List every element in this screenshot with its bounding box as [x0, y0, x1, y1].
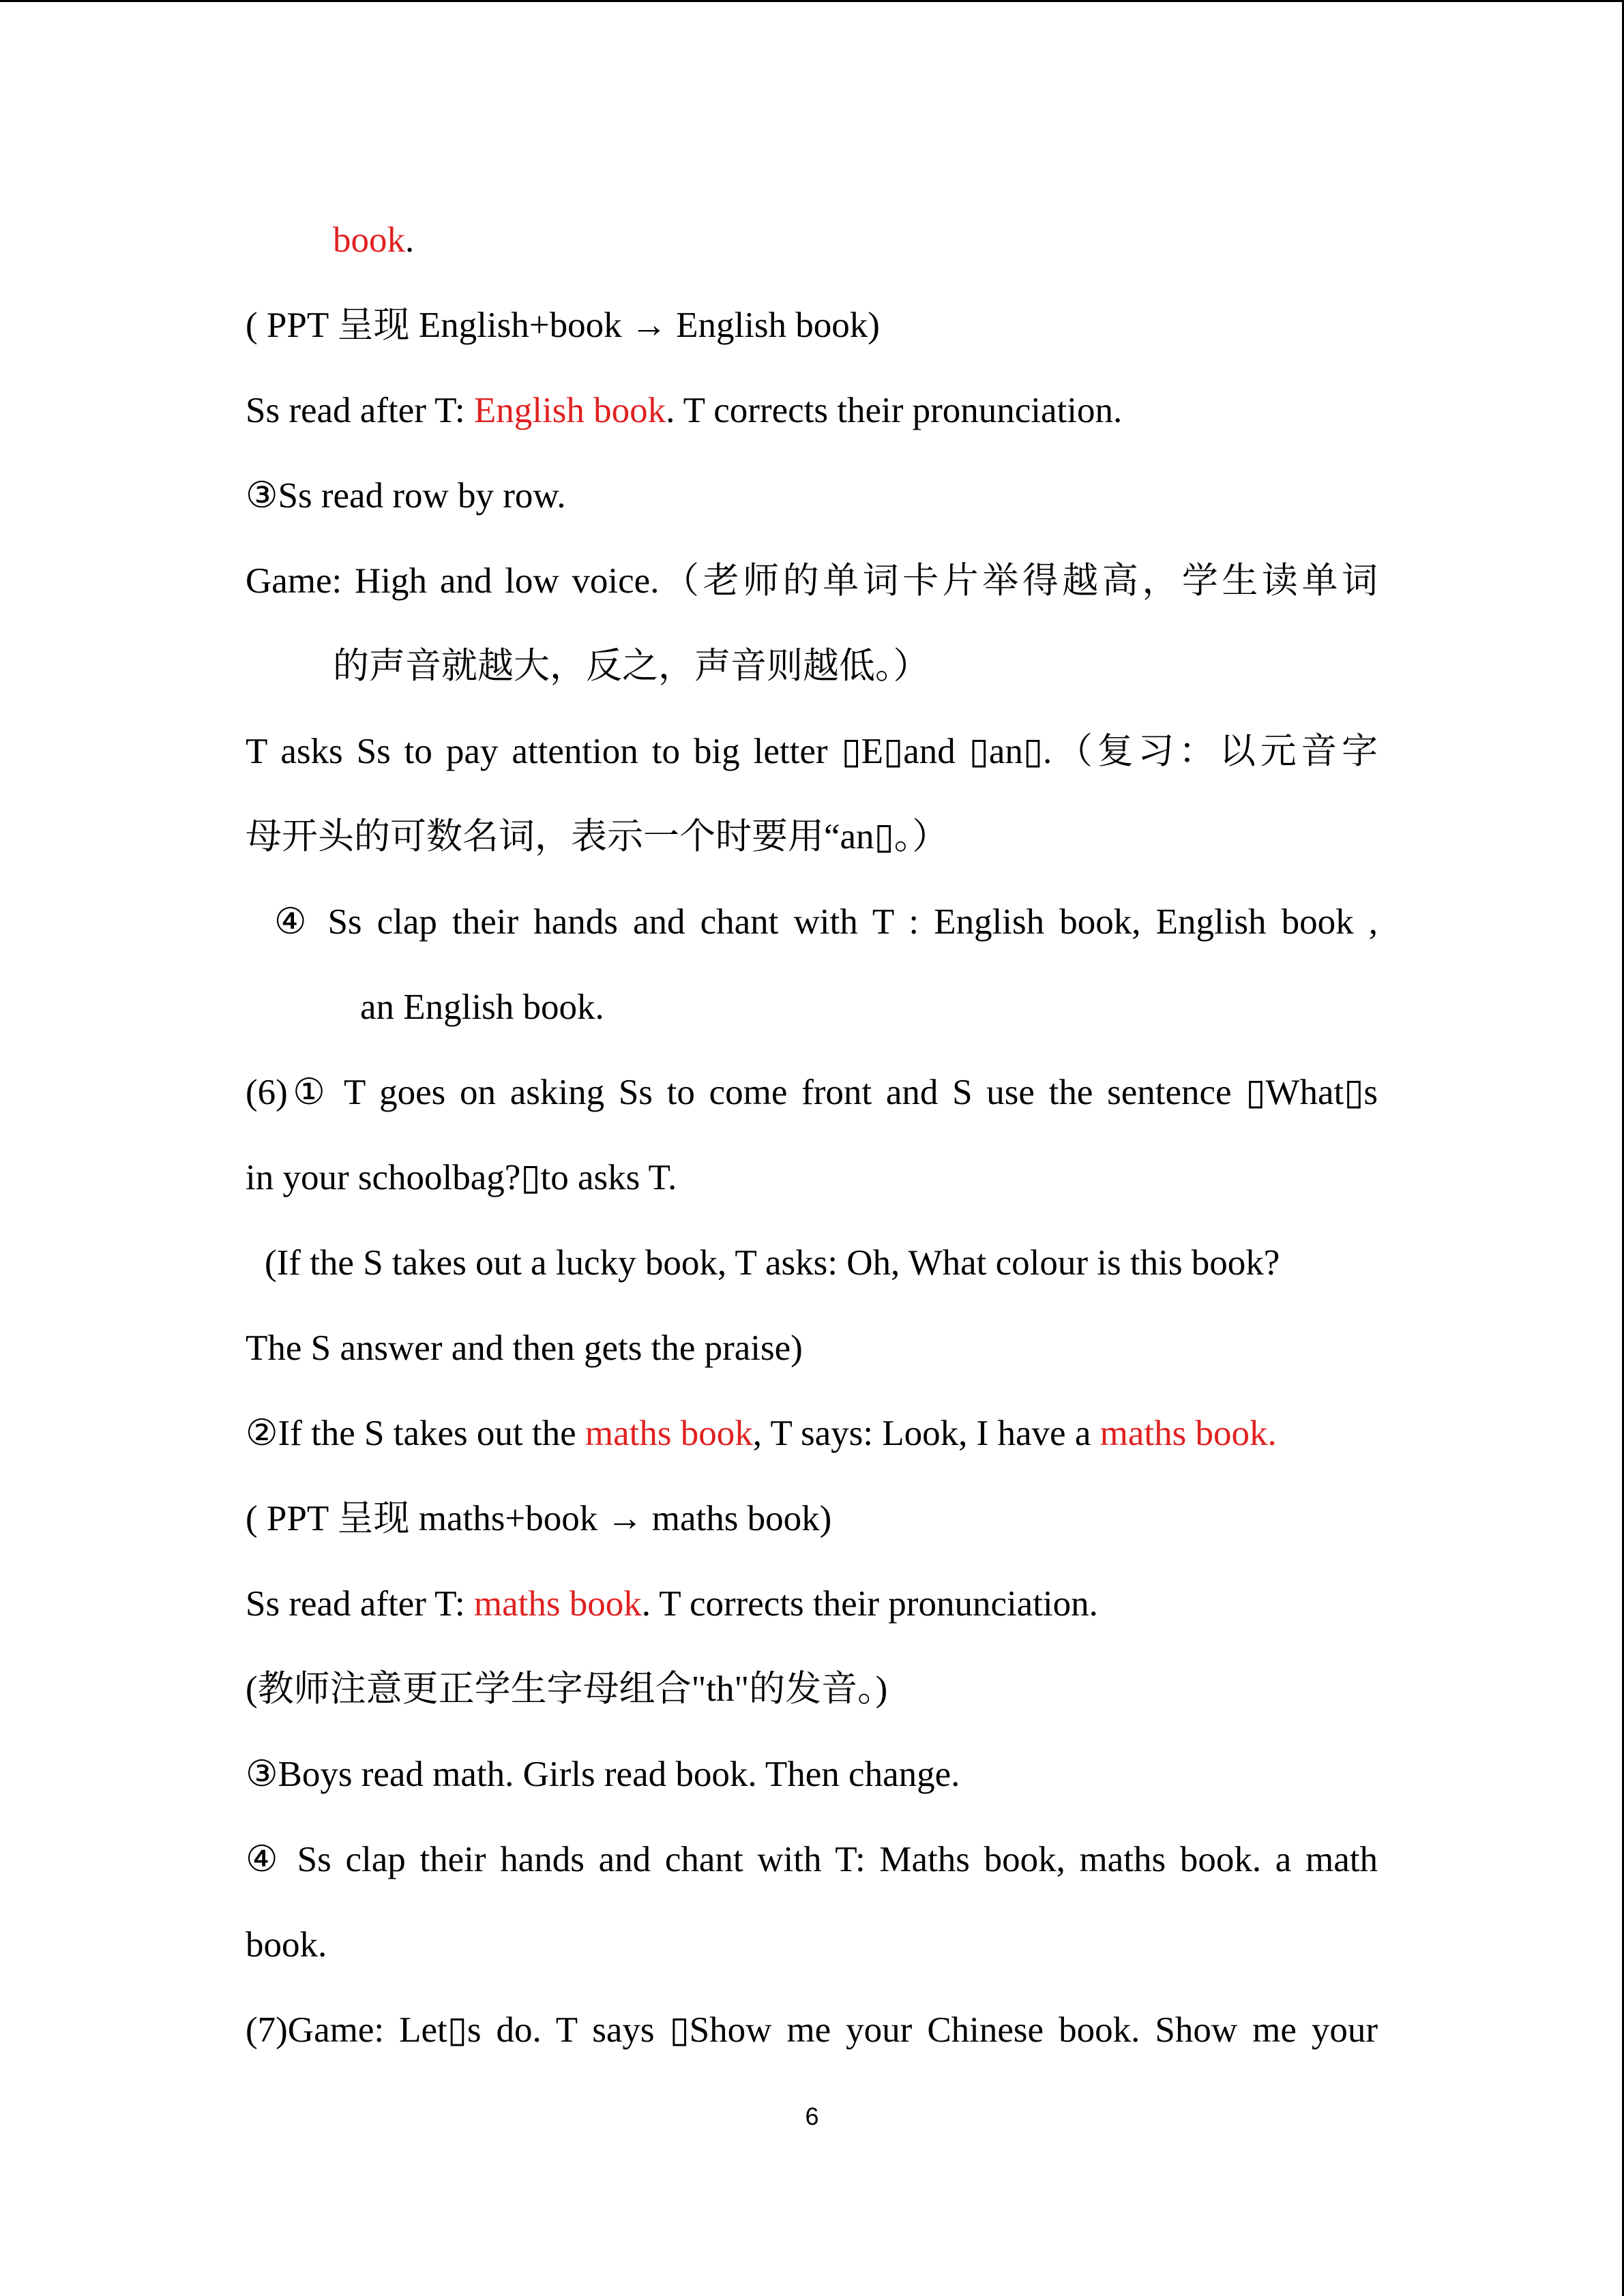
highlight-red: maths book.	[1099, 1414, 1277, 1453]
text-line-13: (If the S takes out a lucky book, T asks: Oh, What colour is this book?	[265, 1243, 1280, 1283]
highlight-red: English book	[473, 391, 666, 430]
text-line-21: book.	[246, 1925, 327, 1965]
highlight-red: book	[333, 220, 405, 260]
text-fragment: Ss read after T:	[246, 391, 474, 430]
text-line-4: ③Ss read row by row.	[246, 476, 566, 516]
text-line-17	[246, 1582, 1098, 1626]
top-border	[0, 0, 1624, 2]
text-line-20: ④ Ss clap their hands and chant with T: Maths book, maths book. a math	[246, 1840, 1378, 1879]
text-line-2: ( PPT 呈现 English+book → English book)	[246, 305, 880, 345]
text-line-19: ③Boys read math. Girls read book. Then change.	[246, 1755, 960, 1794]
text-fragment: , T says: Look, I have a	[752, 1414, 1100, 1453]
text-fragment: ②If the S takes out the	[246, 1414, 585, 1453]
page-number: 6	[805, 2102, 819, 2130]
text-line-8: 母开头的可数名词，表示一个时要用“an▯。）	[246, 817, 949, 856]
text-line-18: (教师注意更正学生字母组合"th"的发音。)	[246, 1669, 888, 1709]
text-line-11: (6)① T goes on asking Ss to come front and S use the sentence ▯What▯s	[246, 1073, 1378, 1112]
text-line-16: ( PPT 呈现 maths+book → maths book)	[246, 1499, 832, 1538]
text-line-10: an English book.	[360, 987, 604, 1027]
text-line-15	[246, 1412, 1277, 1455]
highlight-red: maths book	[473, 1584, 642, 1624]
text-line-12: in your schoolbag?▯to asks T.	[246, 1158, 677, 1197]
text-fragment: . T corrects their pronunciation.	[641, 1584, 1098, 1624]
text-line-1	[333, 218, 414, 262]
text-line-7: T asks Ss to pay attention to big letter ▯E▯and ▯an▯.（复习：以元音字	[246, 732, 1378, 771]
highlight-red: maths book	[585, 1414, 753, 1453]
text-fragment: Ss read after T:	[246, 1584, 474, 1624]
text-line-14: The S answer and then gets the praise)	[246, 1328, 803, 1368]
text-line-6: 的声音就越大，反之，声音则越低。）	[333, 646, 930, 686]
text-fragment: . T corrects their pronunciation.	[666, 391, 1123, 430]
text-line-22: (7)Game: Let▯s do. T says ▯Show me your Chinese book. Show me your	[246, 2010, 1378, 2050]
text-line-3	[246, 389, 1122, 432]
text-line-9: ④ Ss clap their hands and chant with T : English book, English book ,	[274, 902, 1378, 942]
text-line-5: Game: High and low voice.（老师的单词卡片举得越高，学生读单词	[246, 561, 1378, 601]
text-fragment: .	[405, 220, 415, 260]
